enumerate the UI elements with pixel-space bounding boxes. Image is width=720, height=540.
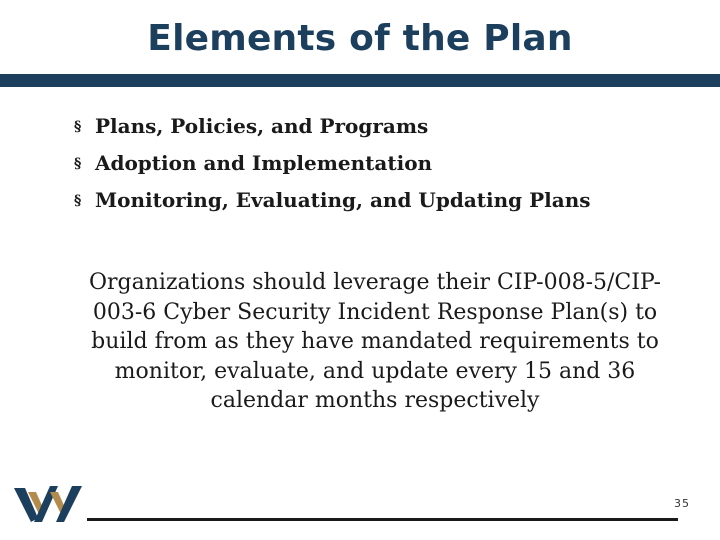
- bullet-item: [74, 108, 591, 145]
- wecc-w-logo-icon: [14, 478, 82, 524]
- bullet-item: [74, 145, 591, 182]
- page-number: 35: [674, 497, 690, 510]
- bullet-marker: §: [74, 156, 82, 172]
- bullet-item: [74, 182, 591, 219]
- title-divider: [0, 74, 720, 87]
- bullet-list: [74, 108, 591, 219]
- bullet-marker: §: [74, 193, 82, 209]
- bullet-text: Adoption and Implementation: [94, 151, 433, 175]
- bullet-text: Monitoring, Evaluating, and Updating Plans: [94, 188, 591, 212]
- bullet-marker: §: [74, 119, 82, 135]
- bullet-text: Plans, Policies, and Programs: [94, 114, 429, 138]
- note-paragraph: Organizations should leverage their CIP-008-5/CIP-003-6 Cyber Security Incident Response Plan(s) to build from as they have mandated requirements to monitor, evaluate, and update every 15 and 36 calendar months respectively: [89, 270, 661, 413]
- footer-divider: [87, 518, 678, 521]
- slide-title: Elements of the Plan: [147, 18, 573, 59]
